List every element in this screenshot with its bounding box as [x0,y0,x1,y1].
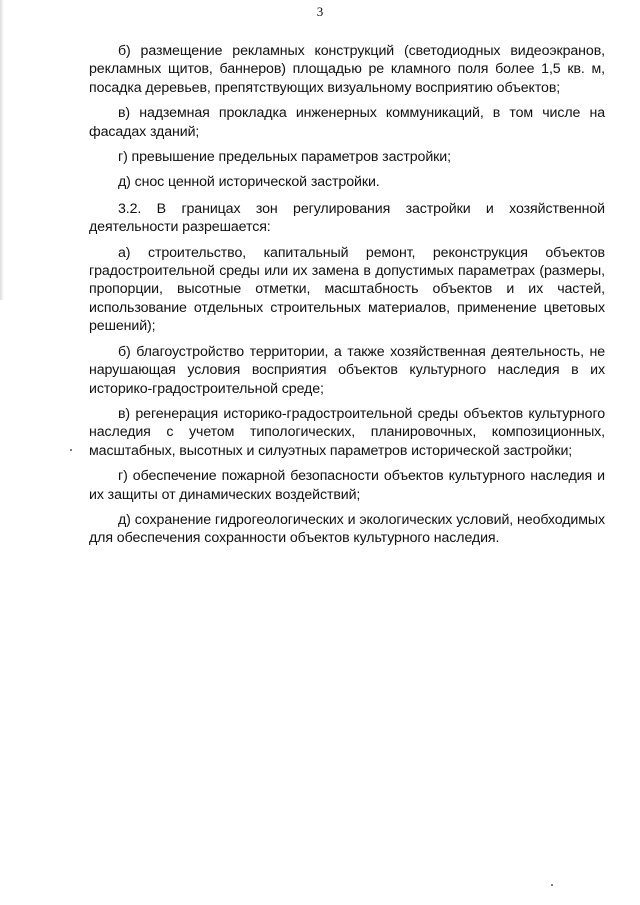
paragraph-g-limits: г) превышение предельных параметров застройки; [118,149,451,166]
scan-speck [551,884,553,886]
scan-edge-shadow [0,0,4,300]
paragraph-v-regeneration: в) регенерация историко-градостроительной среды объектов культурного наследия с учетом типологических, планировочных, композиционных, масштабных, высотных и силуэтных параметров исторической застройки; [89,405,605,459]
page-number: 3 [316,4,324,19]
paragraph-g-fire-safety: г) обеспечение пожарной безопасности объектов культурного наследия и их защиты от динамических воздействий; [89,468,605,503]
paragraph-v-utilities: в) надземная прокладка инженерных коммуникаций, в том числе на фасадах зданий; [89,105,605,140]
paragraph-b-landscaping: б) благоустройство территории, а также хозяйственная деятельность, не нарушающая условия восприятия объектов культурного наследия в их историко-градостроительной среде; [89,343,605,397]
paragraph-d-demolition: д) снос ценной исторической застройки. [118,174,380,191]
paragraph-d-ecology: д) сохранение гидрогеологических и экологических условий, необходимых для обеспечения сохранности объектов культурного наследия. [89,511,605,547]
section-3-2-heading: 3.2. В границах зон регулирования застройки и хозяйственной деятельности разрешается: [89,200,605,236]
scan-speck [70,449,72,451]
paragraph-a-construction: а) строительство, капитальный ремонт, реконструкция объектов градостроительной среды или их замена в допустимых параметрах (размеры, пропорции, высотные отметки, масштабность объектов и их частей, использование отдельных строительных материалов, применение цветовых решений); [89,244,605,335]
document-body [89,42,605,555]
paragraph-b-advertising: б) размещение рекламных конструкций (светодиодных видеоэкранов, рекламных щитов, баннеров) площадью ре кламного поля более 1,5 кв. м, посадка деревьев, препятствующих визуальному восприятию объектов; [89,43,605,96]
